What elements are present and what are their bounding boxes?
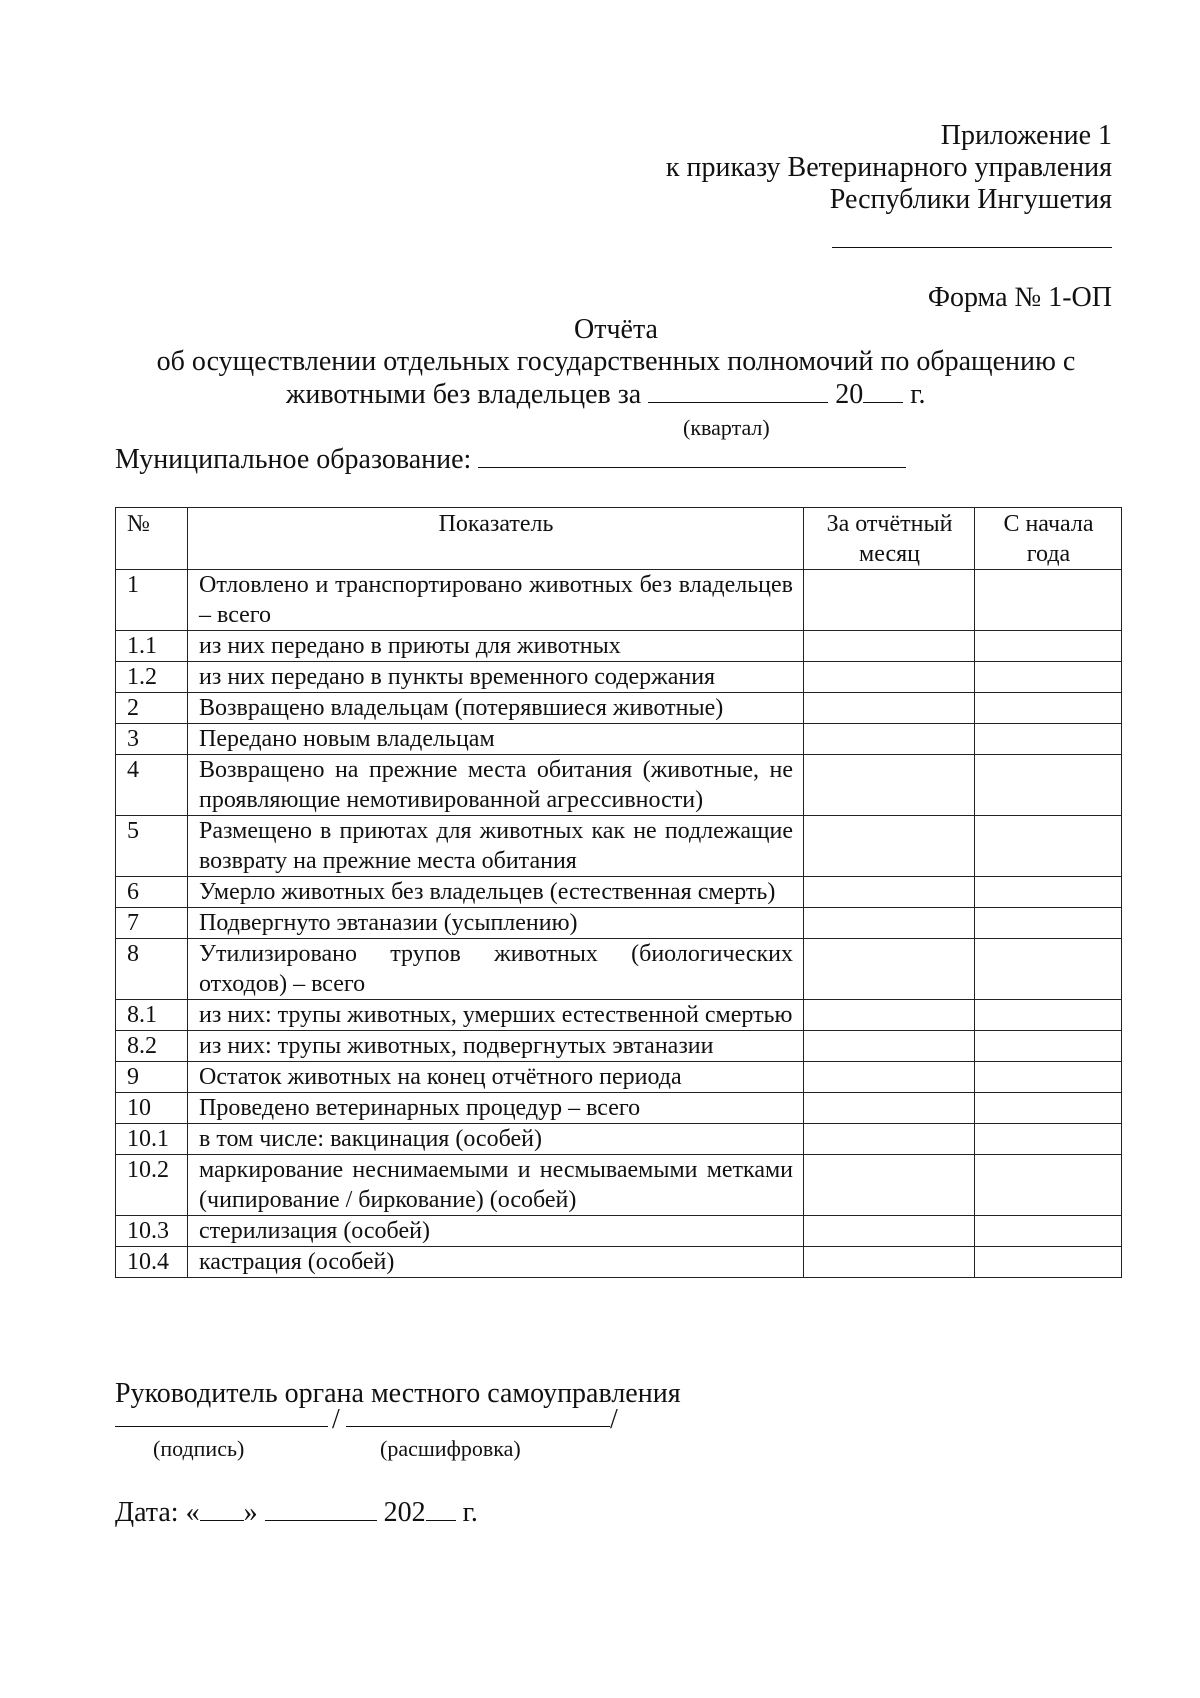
month-value-cell[interactable]: [804, 939, 975, 1000]
row-indicator: [188, 908, 804, 939]
municipality-blank: [478, 443, 906, 468]
year-prefix: 20: [835, 379, 864, 410]
date-year-blank: [426, 1496, 456, 1521]
month-blank: [265, 1496, 377, 1521]
row-indicator: [188, 1124, 804, 1155]
row-indicator: [188, 1155, 804, 1216]
indicator-line1: Возвращено владельцам (потерявшиеся животные): [199, 695, 724, 721]
month-value-cell[interactable]: [804, 1247, 975, 1278]
row-number: 4: [116, 755, 188, 816]
year-value-cell[interactable]: [975, 1247, 1122, 1278]
indicator-line1: Умерло животных без владельцев (естественная: [199, 879, 692, 905]
indicator-line2: смертью: [704, 1002, 793, 1028]
indicator-line1: из них передано в пункты временного содержания: [199, 664, 716, 690]
indicator-line2: владельцев – всего: [199, 572, 794, 628]
month-value-cell[interactable]: [804, 755, 975, 816]
row-number: 3: [116, 724, 188, 755]
table-row: [116, 631, 1122, 662]
table-row: [116, 1093, 1122, 1124]
indicator-line2: смерть): [697, 879, 776, 905]
period-text: животными без владельцев за: [286, 379, 642, 410]
signature-slash-left: /: [332, 1404, 340, 1435]
indicator-line1: в том числе: вакцинация (особей): [199, 1126, 542, 1152]
row-indicator: [188, 631, 804, 662]
month-value-cell[interactable]: [804, 1216, 975, 1247]
year-value-cell[interactable]: [975, 939, 1122, 1000]
year-value-cell[interactable]: [975, 1216, 1122, 1247]
row-indicator: [188, 816, 804, 877]
row-number: 10.1: [116, 1124, 188, 1155]
month-value-cell[interactable]: [804, 1124, 975, 1155]
table-row: [116, 1216, 1122, 1247]
month-value-cell[interactable]: [804, 1000, 975, 1031]
day-blank: [200, 1496, 244, 1521]
signature-line: [115, 1426, 328, 1427]
table-row: [116, 1155, 1122, 1216]
row-indicator: [188, 724, 804, 755]
year-value-cell[interactable]: [975, 1062, 1122, 1093]
indicator-line1: Отловлено и транспортировано животных без: [199, 572, 672, 598]
signature-caption: (подпись): [153, 1436, 245, 1461]
table-row: [116, 570, 1122, 631]
year-value-cell[interactable]: [975, 1093, 1122, 1124]
year-header-line2: года: [1026, 541, 1071, 567]
table-row: [116, 693, 1122, 724]
row-number: 10.3: [116, 1216, 188, 1247]
indicator-line1: Проведено ветеринарных процедур – всего: [199, 1095, 641, 1121]
signature-slash-right: /: [610, 1404, 618, 1435]
year-value-cell[interactable]: [975, 570, 1122, 631]
year-value-cell[interactable]: [975, 724, 1122, 755]
appendix-label: Приложение 1: [940, 120, 1112, 151]
month-value-cell[interactable]: [804, 570, 975, 631]
year-value-cell[interactable]: [975, 755, 1122, 816]
row-indicator: [188, 1062, 804, 1093]
month-value-cell[interactable]: [804, 1155, 975, 1216]
column-header-year: [975, 508, 1122, 570]
row-number: 2: [116, 693, 188, 724]
row-number: 8.2: [116, 1031, 188, 1062]
month-value-cell[interactable]: [804, 816, 975, 877]
row-number: 10.2: [116, 1155, 188, 1216]
row-indicator: [188, 1247, 804, 1278]
row-number: 1: [116, 570, 188, 631]
municipality-label: Муниципальное образование:: [115, 444, 472, 475]
row-indicator: [188, 755, 804, 816]
indicator-line1: кастрация (особей): [199, 1249, 395, 1275]
indicator-line1: стерилизация (особей): [199, 1218, 430, 1244]
table-row: [116, 1247, 1122, 1278]
order-label: к приказу Ветеринарного управления: [665, 152, 1112, 183]
report-table: [115, 507, 1122, 1278]
indicator-line2: отходов) – всего: [199, 971, 366, 997]
table-row: [116, 755, 1122, 816]
row-indicator: [188, 570, 804, 631]
date-end: г.: [462, 1497, 478, 1528]
year-value-cell[interactable]: [975, 693, 1122, 724]
quarter-caption: (квартал): [683, 415, 770, 440]
indicator-line1: Возвращено на прежние места обитания (животные,: [199, 757, 759, 783]
table-row: [116, 662, 1122, 693]
table-row: [116, 939, 1122, 1000]
month-value-cell[interactable]: [804, 631, 975, 662]
month-value-cell[interactable]: [804, 693, 975, 724]
table-row: [116, 816, 1122, 877]
row-number: 8.1: [116, 1000, 188, 1031]
republic-label: Республики Ингушетия: [829, 184, 1112, 215]
quarter-blank: [648, 378, 828, 403]
row-number: 6: [116, 877, 188, 908]
row-number: 10.4: [116, 1247, 188, 1278]
month-value-cell[interactable]: [804, 908, 975, 939]
year-value-cell[interactable]: [975, 1000, 1122, 1031]
table-row: [116, 1124, 1122, 1155]
indicator-line1: из них: трупы животных, подвергнутых эвтаназии: [199, 1033, 714, 1059]
year-value-cell[interactable]: [975, 908, 1122, 939]
report-subtitle: об осуществлении отдельных государственных полномочий по обращению с: [156, 346, 1076, 377]
table-row: [116, 724, 1122, 755]
row-number: 7: [116, 908, 188, 939]
date-label: Дата: «: [115, 1497, 200, 1528]
date-row: [115, 1496, 478, 1529]
table-row: [116, 877, 1122, 908]
year-value-cell[interactable]: [975, 877, 1122, 908]
row-number: 1.1: [116, 631, 188, 662]
column-header-month: [804, 508, 975, 570]
year-value-cell[interactable]: [975, 1031, 1122, 1062]
row-indicator: [188, 1000, 804, 1031]
table-row: [116, 908, 1122, 939]
indicator-line1: из них передано в приюты для животных: [199, 633, 621, 659]
year-value-cell[interactable]: [975, 816, 1122, 877]
table-row: [116, 1062, 1122, 1093]
date-close: »: [243, 1497, 258, 1528]
indicator-line2: метками (чипирование / биркование) (особей): [199, 1157, 794, 1213]
date-year: 202: [383, 1497, 426, 1528]
indicator-line1: Размещено в приютах для животных как не: [199, 818, 657, 844]
month-header-line2: месяц: [859, 541, 920, 567]
row-number: 1.2: [116, 662, 188, 693]
order-number-line: [832, 247, 1112, 248]
decoding-caption: (расшифровка): [380, 1436, 521, 1461]
row-indicator: [188, 1031, 804, 1062]
year-value-cell[interactable]: [975, 1124, 1122, 1155]
municipality-row: [115, 443, 906, 476]
row-number: 5: [116, 816, 188, 877]
row-number: 10: [116, 1093, 188, 1124]
indicator-line2: не проявляющие немотивированной агрессивности): [199, 757, 794, 813]
row-indicator: [188, 939, 804, 1000]
row-indicator: [188, 662, 804, 693]
year-header-line1: С начала: [1003, 511, 1094, 537]
head-label: Руководитель органа местного самоуправления: [115, 1378, 681, 1409]
month-value-cell[interactable]: [804, 1031, 975, 1062]
month-value-cell[interactable]: [804, 724, 975, 755]
table-header-row: [116, 508, 1122, 570]
month-value-cell[interactable]: [804, 662, 975, 693]
month-value-cell[interactable]: [804, 1062, 975, 1093]
row-number: 8: [116, 939, 188, 1000]
month-value-cell[interactable]: [804, 1093, 975, 1124]
indicator-line1: из них: трупы животных, умерших естественной: [199, 1002, 699, 1028]
year-suffix: г.: [910, 379, 926, 410]
row-indicator: [188, 877, 804, 908]
indicator-line1: Передано новым владельцам: [199, 726, 495, 752]
month-header-line1: За отчётный: [826, 511, 953, 537]
indicator-line1: Утилизировано трупов животных (биологических: [199, 941, 793, 967]
indicator-line1: Остаток животных на конец отчётного периода: [199, 1064, 682, 1090]
year-value-cell[interactable]: [975, 1155, 1122, 1216]
report-title: Отчёта: [574, 314, 658, 345]
row-indicator: [188, 1093, 804, 1124]
decoding-line: [346, 1426, 610, 1427]
indicator-line1: Подвергнуто эвтаназии (усыплению): [199, 910, 578, 936]
column-header-indicator: Показатель: [188, 508, 804, 570]
row-number: 9: [116, 1062, 188, 1093]
row-indicator: [188, 1216, 804, 1247]
column-header-num: №: [116, 508, 188, 570]
report-subtitle-period: [286, 378, 926, 411]
row-indicator: [188, 693, 804, 724]
year-value-cell[interactable]: [975, 662, 1122, 693]
year-value-cell[interactable]: [975, 631, 1122, 662]
indicator-line1: маркирование неснимаемыми и несмываемыми: [199, 1157, 698, 1183]
table-row: [116, 1000, 1122, 1031]
table-row: [116, 1031, 1122, 1062]
year-blank: [863, 378, 903, 403]
form-number: Форма № 1-ОП: [927, 282, 1112, 313]
indicator-line2: подлежащие возврату на прежние места обитания: [199, 818, 794, 874]
month-value-cell[interactable]: [804, 877, 975, 908]
